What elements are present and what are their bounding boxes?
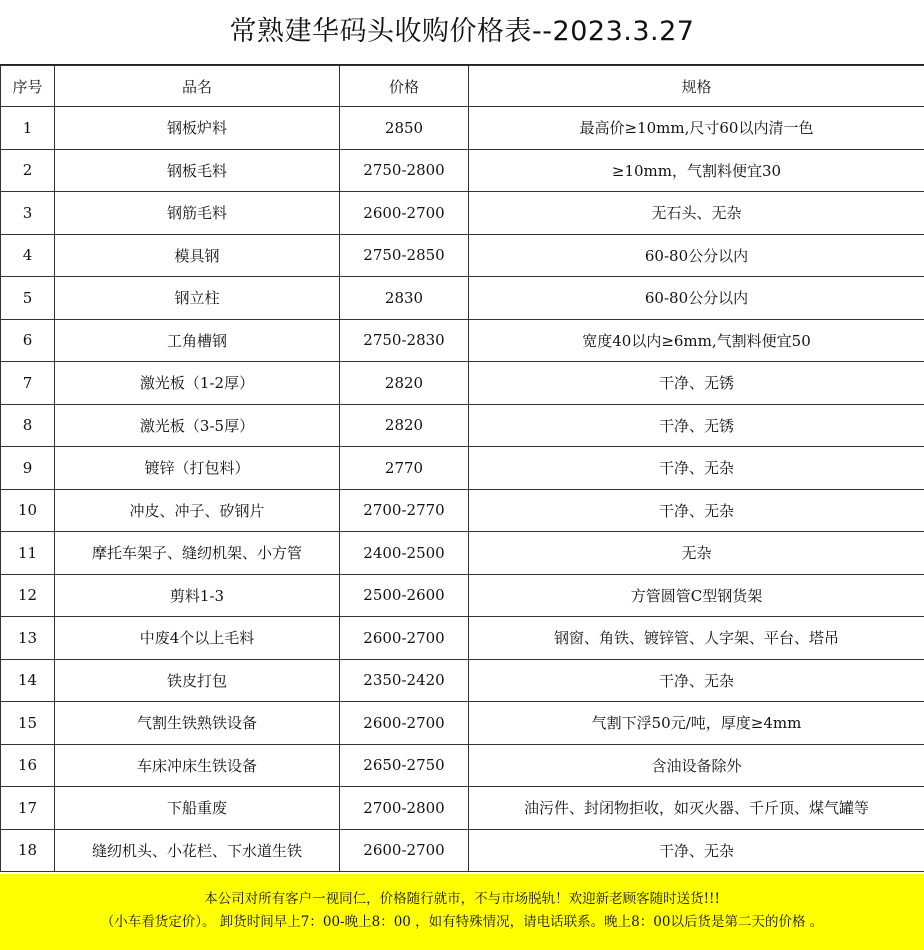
table-row: [1, 107, 924, 150]
cell-name: 激光板（1-2厚）: [55, 362, 340, 405]
cell-price: 2600-2700: [340, 829, 469, 872]
table-row: [1, 659, 924, 702]
cell-price: 2820: [340, 362, 469, 405]
cell-index: 13: [1, 617, 55, 660]
cell-name: 镀锌（打包料）: [55, 447, 340, 490]
cell-spec: 最高价≥10mm,尺寸60以内清一色: [469, 107, 924, 150]
cell-spec: 方管圆管C型钢货架: [469, 574, 924, 617]
cell-name: 中废4个以上毛料: [55, 617, 340, 660]
cell-name: 铁皮打包: [55, 659, 340, 702]
cell-index: 18: [1, 829, 55, 872]
notice-line-2: （小车看货定价）。 卸货时间早上7：00-晚上8：00 ，如有特殊情况，请电话联系。晚上8：00以后货是第二天的价格 。: [100, 914, 824, 930]
cell-name: 钢板炉料: [55, 107, 340, 150]
table-row: [1, 192, 924, 235]
header-price: 价格: [340, 66, 469, 107]
cell-name: 气割生铁熟铁设备: [55, 702, 340, 745]
cell-price: 2500-2600: [340, 574, 469, 617]
table-row: [1, 574, 924, 617]
cell-price: 2600-2700: [340, 617, 469, 660]
table-row: [1, 362, 924, 405]
cell-spec: 无石头、无杂: [469, 192, 924, 235]
cell-name: 下船重废: [55, 787, 340, 830]
cell-name: 剪料1-3: [55, 574, 340, 617]
cell-spec: 钢窗、角铁、镀锌管、人字架、平台、塔吊: [469, 617, 924, 660]
cell-name: 冲皮、冲子、矽钢片: [55, 489, 340, 532]
cell-name: 摩托车架子、缝纫机架、小方管: [55, 532, 340, 575]
cell-index: 14: [1, 659, 55, 702]
cell-spec: 含油设备除外: [469, 744, 924, 787]
cell-spec: 干净、无杂: [469, 659, 924, 702]
table-row: [1, 489, 924, 532]
cell-index: 16: [1, 744, 55, 787]
cell-index: 17: [1, 787, 55, 830]
cell-index: 2: [1, 149, 55, 192]
table-row: [1, 829, 924, 872]
table-row: [1, 617, 924, 660]
cell-index: 9: [1, 447, 55, 490]
table-row: [1, 319, 924, 362]
cell-name: 车床冲床生铁设备: [55, 744, 340, 787]
cell-spec: 干净、无杂: [469, 489, 924, 532]
cell-price: 2600-2700: [340, 702, 469, 745]
cell-index: 1: [1, 107, 55, 150]
cell-spec: 干净、无杂: [469, 829, 924, 872]
cell-price: 2750-2850: [340, 234, 469, 277]
cell-name: 钢板毛料: [55, 149, 340, 192]
cell-price: 2830: [340, 277, 469, 320]
cell-price: 2700-2800: [340, 787, 469, 830]
cell-spec: 宽度40以内≥6mm,气割料便宜50: [469, 319, 924, 362]
cell-index: 5: [1, 277, 55, 320]
cell-price: 2820: [340, 404, 469, 447]
cell-index: 3: [1, 192, 55, 235]
cell-name: 钢立柱: [55, 277, 340, 320]
cell-name: 激光板（3-5厚）: [55, 404, 340, 447]
header-index: 序号: [1, 66, 55, 107]
table-row: [1, 744, 924, 787]
cell-spec: 无杂: [469, 532, 924, 575]
cell-index: 6: [1, 319, 55, 362]
cell-price: 2750-2830: [340, 319, 469, 362]
cell-price: 2700-2770: [340, 489, 469, 532]
cell-price: 2600-2700: [340, 192, 469, 235]
cell-spec: 干净、无杂: [469, 447, 924, 490]
cell-spec: 油污件、封闭物拒收，如灭火器、千斤顶、煤气罐等: [469, 787, 924, 830]
cell-name: 缝纫机头、小花栏、下水道生铁: [55, 829, 340, 872]
cell-spec: 气割下浮50元/吨，厚度≥4mm: [469, 702, 924, 745]
cell-spec: 干净、无锈: [469, 362, 924, 405]
header-spec: 规格: [469, 66, 924, 107]
cell-spec: 干净、无锈: [469, 404, 924, 447]
cell-price: 2770: [340, 447, 469, 490]
cell-price: 2750-2800: [340, 149, 469, 192]
cell-index: 12: [1, 574, 55, 617]
cell-price: 2350-2420: [340, 659, 469, 702]
table-row: [1, 404, 924, 447]
table-header: [1, 66, 924, 107]
table-row: [1, 787, 924, 830]
price-table: [0, 65, 924, 872]
cell-spec: 60-80公分以内: [469, 234, 924, 277]
header-name: 品名: [55, 66, 340, 107]
cell-index: 4: [1, 234, 55, 277]
table-row: [1, 447, 924, 490]
notice-line-1: 本公司对所有客户一视同仁，价格随行就市，不与市场脱轨！欢迎新老顾客随时送货!!!: [204, 891, 720, 907]
cell-index: 7: [1, 362, 55, 405]
cell-name: 模具钢: [55, 234, 340, 277]
notice-banner: [0, 874, 924, 950]
cell-spec: ≥10mm，气割料便宜30: [469, 149, 924, 192]
cell-index: 10: [1, 489, 55, 532]
cell-spec: 60-80公分以内: [469, 277, 924, 320]
cell-name: 工角槽钢: [55, 319, 340, 362]
cell-index: 11: [1, 532, 55, 575]
cell-name: 钢筋毛料: [55, 192, 340, 235]
table-row: [1, 702, 924, 745]
page-title: 常熟建华码头收购价格表--2023.3.27: [0, 0, 924, 65]
cell-price: 2400-2500: [340, 532, 469, 575]
cell-index: 15: [1, 702, 55, 745]
cell-index: 8: [1, 404, 55, 447]
table-row: [1, 149, 924, 192]
table-row: [1, 277, 924, 320]
table-body: [1, 107, 924, 872]
table-row: [1, 532, 924, 575]
cell-price: 2850: [340, 107, 469, 150]
cell-price: 2650-2750: [340, 744, 469, 787]
table-row: [1, 234, 924, 277]
